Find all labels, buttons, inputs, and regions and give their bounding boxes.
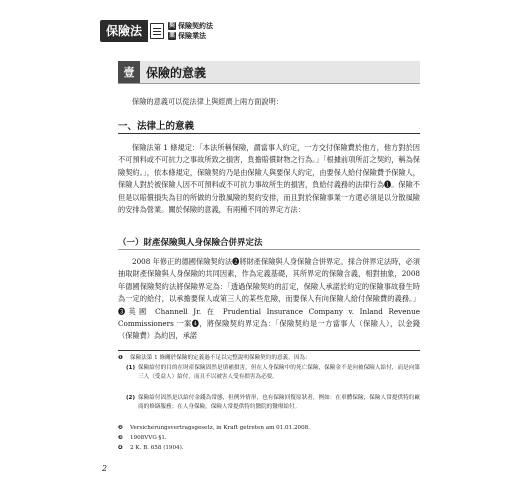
footnote-1-item-1: (1) 保險給付的目的在財產保險固然是填補損害，但在人身保險中的死亡保險，保險金不是向被保險人給付，而是向第三人（受益人）給付，而且不以被害人受有損害為必要。 xyxy=(126,365,420,381)
footnote-divider xyxy=(118,350,420,351)
footnote-3: ❸ 1908VVG §1. xyxy=(118,435,167,441)
book-icon xyxy=(150,21,166,41)
section-number: 壹 xyxy=(118,61,140,83)
banner-subtitle-1: 契 保險契約法 xyxy=(169,21,214,30)
section-divider xyxy=(118,83,420,84)
heading-combined-definition: （一）財產保險與人身保險合併界定法 xyxy=(118,238,263,248)
intro-paragraph: 保險的意義可以從法律上與經濟上兩方面說明： xyxy=(132,97,283,106)
banner-subtitle-2: 業 保險業法 xyxy=(169,31,207,40)
heading-legal-meaning: 一、法律上的意義 xyxy=(118,121,195,132)
contract-mark-icon: 契 xyxy=(169,22,176,29)
header-banner xyxy=(100,20,213,42)
paragraph-combined-definition: 2008 年修正的德國保險契約法❷將財產保險與人身保險合併界定。採合併界定法時，必須抽取財產保險與人身保險的共同因素，作為定義基礎，其所界定的保險含義，相對抽象，2008 年德國保險契約法將保險界定為：「透過保險契約的訂定，保險人承諾於約定的保險事故發生時為一定的給付，以承擔要保人或第三人的某些危險，而要保人有向保險人給付保險費的義務。」❸英國 Channell Jr. 在 Prudential Insurance Company v. Inland Revenue Commissioners 一案❹，將保險契約界定為：「保險契約是一方當事人（保險人），以金錢（保險費）為約因，承諾 xyxy=(118,257,420,341)
section-title-text: 保險的意義 xyxy=(140,61,420,83)
book-title: 保險法 xyxy=(100,20,148,42)
heading-divider xyxy=(118,133,420,134)
page-number: 2 xyxy=(102,464,108,473)
subheading-divider xyxy=(118,249,420,250)
banner-subtitles xyxy=(168,22,213,41)
industry-mark-icon: 業 xyxy=(169,32,176,39)
footnote-2: ❷ Versicherungsvertragsgesetz, in Kraft getreten am 01.01.2008. xyxy=(118,425,310,431)
footnote-1-item-2: (2) 保險給付固然是以給付金錢為常態，但例外情形，也有保險回復原狀者，例如：在車體保險，保險人常提供特約廠商的修繕服務；在人身保險，保險人常提供特約醫院的醫療給付。 xyxy=(126,395,420,411)
section-title xyxy=(118,61,420,83)
footnote-4: ❹ 2 K. B. 658 (1904). xyxy=(118,445,184,451)
paragraph-legal-meaning: 保險法第 1 條規定：「本法所稱保險，謂當事人約定，一方交付保險費於他方，他方對於因不可預料或不可抗力之事故所致之損害，負擔賠償財物之行為。」「根據前項所訂之契約，稱為保險契約。」，依本條規定，保險契約乃是由保險人與要保人約定，由要保人給付保險費予保險人，保險人對於被保險人因不可預料或不可抗力事故所生的損害，負給付義務的法律行為❶。保險不但是以賠償損失為目的所做的分散風險的契約安排，而且對於保險事業一方還必須是以分散風險的安排為營業。關於保險的意義，有兩種不同的界定方法： xyxy=(118,143,420,215)
footnote-1: ❶ 保險法第 1 條關於保險的定義過不足以完整說明保險契約的意義，因為： xyxy=(118,355,311,361)
